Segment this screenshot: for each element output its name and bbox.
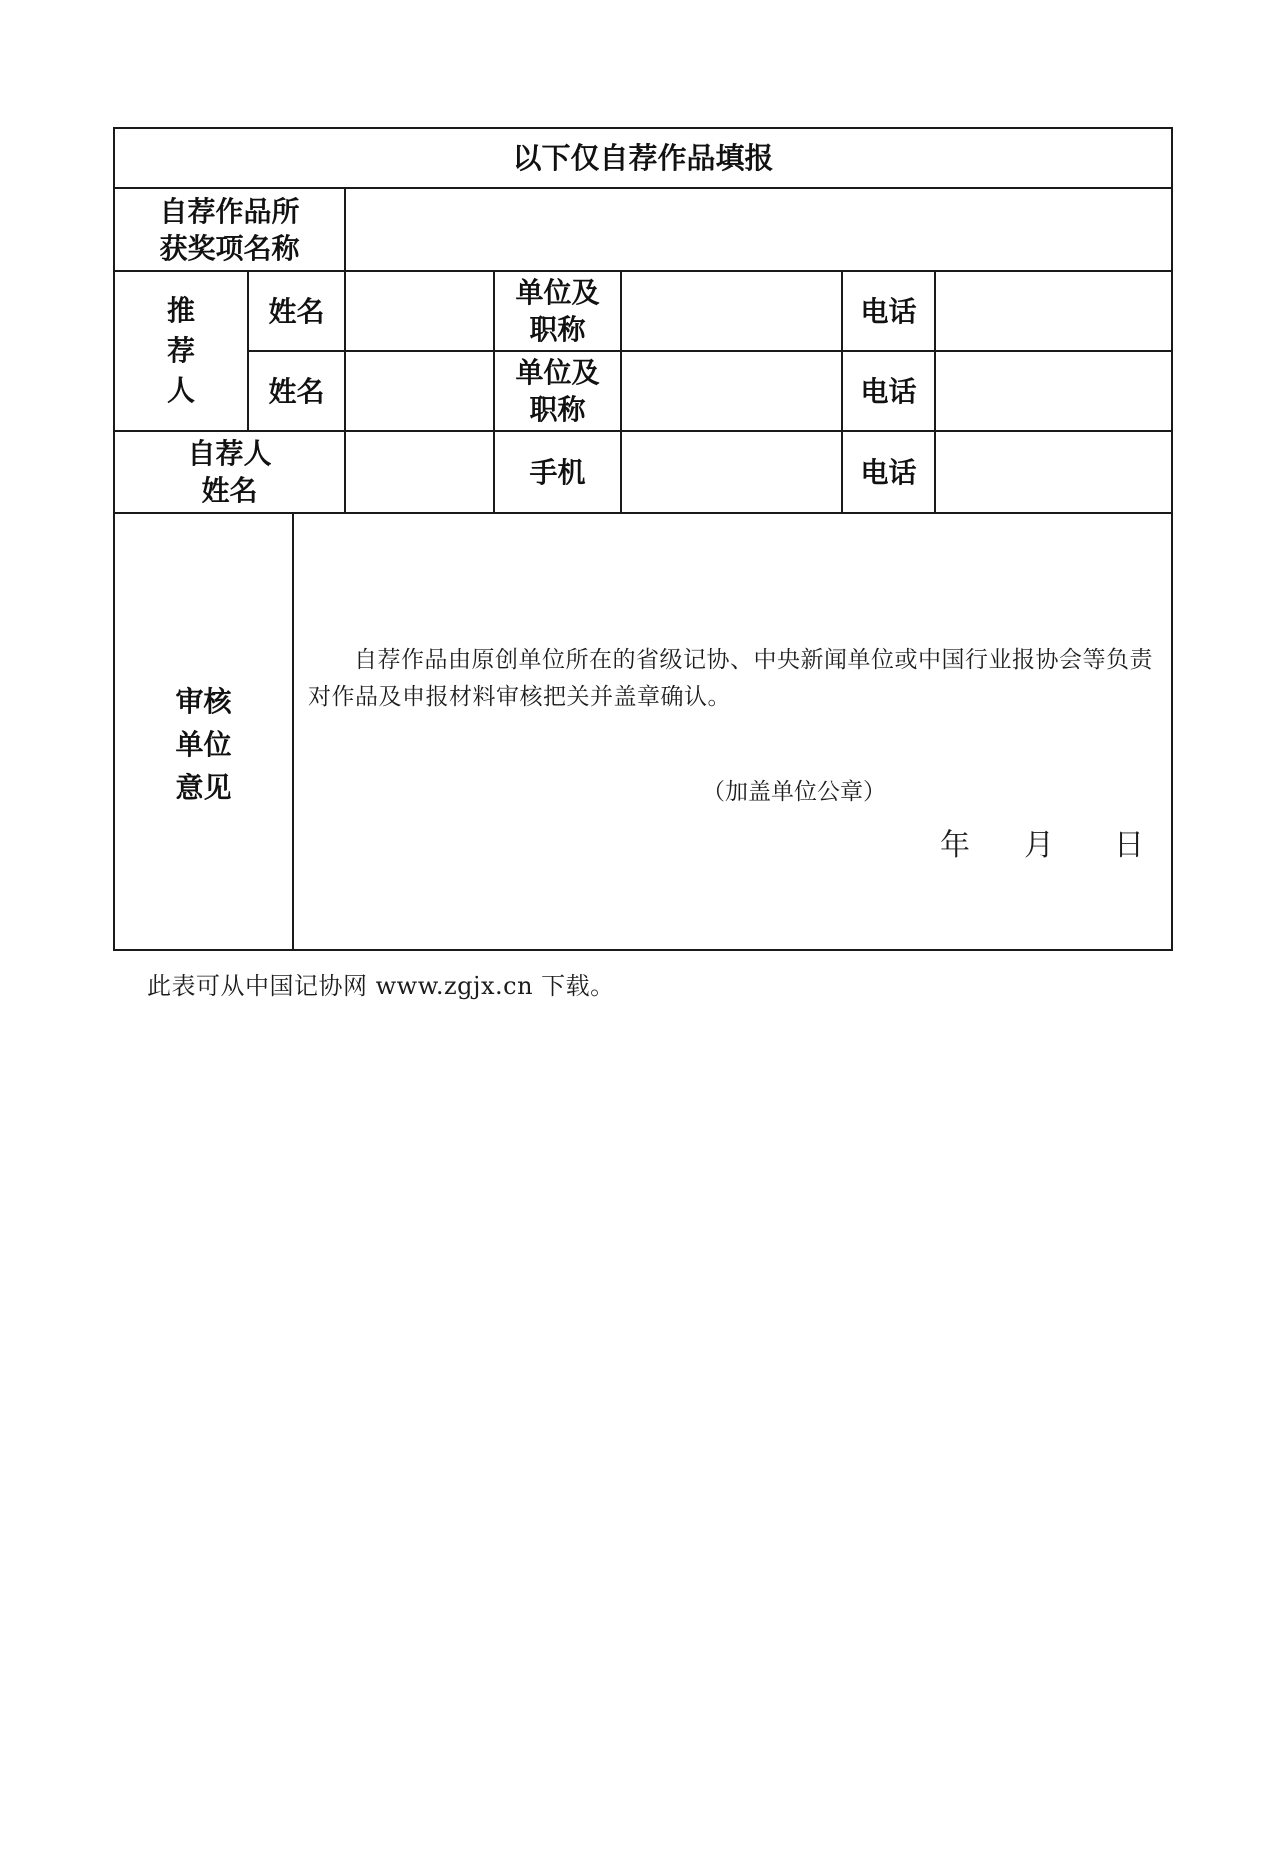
recommender-unit-label: 单位及 职称 xyxy=(515,276,600,346)
recommender-unit-label: 单位及 职称 xyxy=(515,356,600,426)
recommender-name-label: 姓名 xyxy=(268,374,325,408)
seal-note: （加盖单位公章） xyxy=(702,779,886,805)
recommender-unit-field[interactable] xyxy=(622,272,841,350)
form-title: 以下仅自荐作品填报 xyxy=(512,140,774,175)
mobile-label: 手机 xyxy=(529,455,586,489)
self-phone-label: 电话 xyxy=(860,455,917,489)
recommender-phone-label: 电话 xyxy=(860,374,917,408)
review-opinion-field[interactable] xyxy=(294,514,1171,950)
recommender-label: 推 荐 人 xyxy=(166,294,195,407)
self-recommender-name-field[interactable] xyxy=(346,432,493,512)
download-footnote: 此表可从中国记协网 www.zgjx.cn 下载。 xyxy=(147,972,615,1000)
self-phone-field[interactable] xyxy=(936,432,1171,512)
award-name-label: 自荐作品所 获奖项名称 xyxy=(159,194,300,265)
recommender-name-field[interactable] xyxy=(346,352,493,430)
date-day-label: 日 xyxy=(1114,828,1144,863)
recommender-phone-field[interactable] xyxy=(936,352,1171,430)
recommender-name-label: 姓名 xyxy=(268,294,325,328)
review-instruction-text: 自荐作品由原创单位所在的省级记协、中央新闻单位或中国行业报协会等负责对作品及申报材料审核把关并盖章确认。 xyxy=(308,647,1153,710)
recommender-phone-label: 电话 xyxy=(860,294,917,328)
self-recommender-name-label: 自荐人 姓名 xyxy=(187,437,272,507)
review-opinion-label: 审核 单位 意见 xyxy=(175,684,232,804)
recommender-phone-field[interactable] xyxy=(936,272,1171,350)
award-name-field[interactable] xyxy=(346,189,1171,270)
date-year-label: 年 xyxy=(940,828,970,863)
recommender-unit-field[interactable] xyxy=(622,352,841,430)
recommender-name-field[interactable] xyxy=(346,272,493,350)
date-month-label: 月 xyxy=(1024,828,1054,863)
mobile-field[interactable] xyxy=(622,432,841,512)
